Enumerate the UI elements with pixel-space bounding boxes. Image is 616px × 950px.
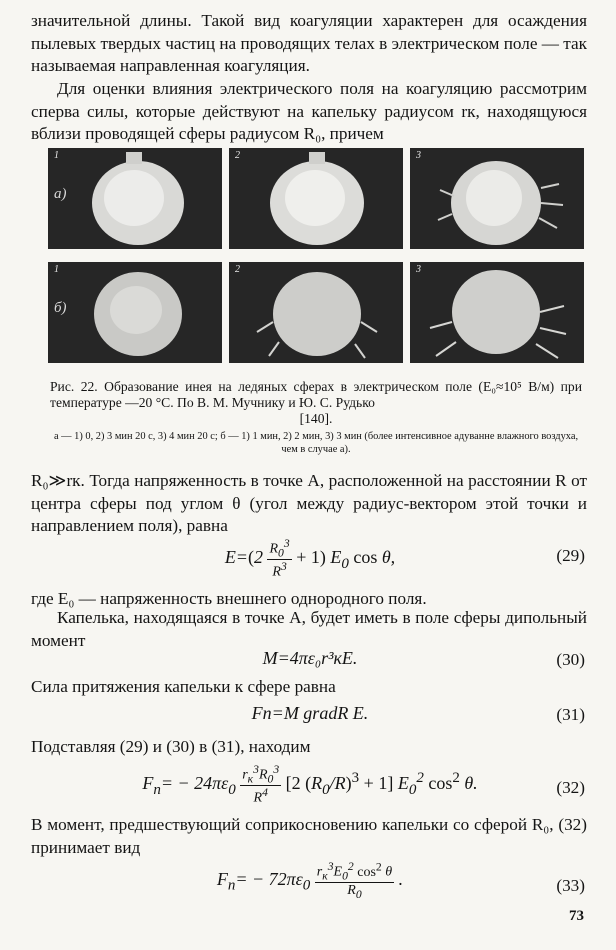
equation-number-33: (33) [556,876,585,895]
equation-number-30: (30) [556,650,585,669]
panel-number: 2 [235,150,240,161]
equation-number-32: (32) [556,778,585,797]
panel-number: 3 [416,264,421,275]
caption-reference: [140]. [299,411,333,426]
equation-33: $F_n= - 72\pi\varepsilon_0$ $\frac{r_к^3E_0^2 \cos^2 \theta}{R_0}$ . [216,860,404,902]
row-label-b: б) [54,300,67,316]
photo-a3 [410,148,584,249]
paragraph-7: Подставляя (29) и (30) в (31), находим [31,737,311,756]
equation-29: E=(2 $\frac{R_0^3}{R^3}$ + 1) $E_0$ cos θ, [224,537,396,581]
equation-number-31: (31) [556,705,585,724]
paragraph-6: Сила притяжения капельки к сфере равна [31,677,336,696]
photo-b2 [229,262,403,363]
paragraph-2: Для оценки влияния электрического поля на коагуляцию рассмотрим сперва силы, которые действуют на капельку радиусом rк, находящуюся вблизи проводящей сферы радиусом R₀, причем [31,79,587,143]
page-number: 73 [569,908,584,924]
panel-number: 2 [235,264,240,275]
paragraph-4: где E₀ — напряженность внешнего однородного поля. [31,589,427,608]
figure-caption [50,379,582,427]
photo-b1 [48,262,222,363]
figure-22 [48,148,585,366]
figure-subcaption: а — 1) 0, 2) 3 мин 20 с, 3) 4 мин 20 с; б — 1) 1 мин, 2) 2 мин, 3) 3 мин (более интенсивное адуванне влажного воздуха, чем в случае а). [53,431,579,455]
paragraph-3: R₀≫rк. Тогда напряженность в точке A, расположенной на расстоянии R от центра сферы под углом θ (угол между радиус-вектором этой точки и направлением поля), равна [31,471,587,535]
caption-main: Рис. 22. Образование инея на ледяных сферах в электрическом поле (E₀≈10⁵ В/м) при температуре —20 °С. По В. М. Мучнику и Ю. С. Рудько [50,379,582,410]
panel-number: 1 [54,150,59,161]
photo-a1 [48,148,222,249]
equation-32: $F_n= - 24\pi\varepsilon_0$ $\frac{r_к^3R_0^3}{R^4}$ [2 $(R_0/R)^3 + 1$] $E_0^2$ $\cos^2 \theta$. [142,763,478,807]
panel-number: 1 [54,264,59,275]
photo-b3 [410,262,584,363]
equation-30: M=4πε₀r³кE. [262,648,358,668]
panel-number: 3 [416,150,421,161]
row-label-a: а) [54,186,67,202]
paragraph-8: В момент, предшествующий соприкосновению капельки со сферой R₀, (32) принимает вид [31,815,587,857]
equation-31: Fn=M gradR E. [251,703,369,723]
equation-number-29: (29) [556,546,585,565]
paragraph-1: значительной длины. Такой вид коагуляции характерен для осаждения пылевых твердых частиц на проводящих телах в электрическом поле — так называемая направленная коагуляция. [31,11,587,75]
photo-a2 [229,148,403,249]
paragraph-5: Капелька, находящаяся в точке A, будет иметь в поле сферы дипольный момент [31,608,587,650]
